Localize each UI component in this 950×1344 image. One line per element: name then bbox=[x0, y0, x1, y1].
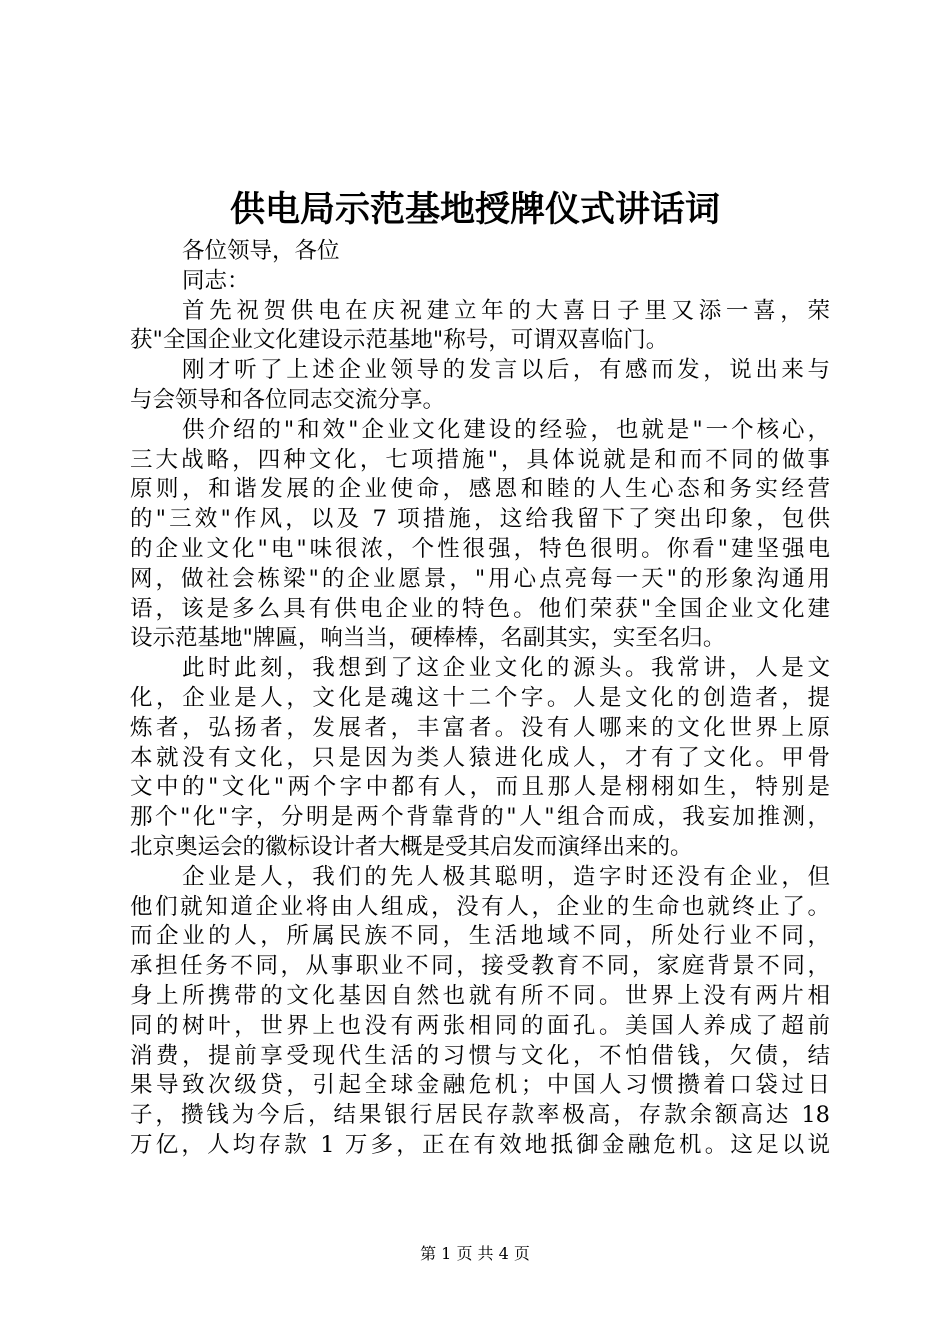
document-body bbox=[130, 237, 830, 1161]
text-line: 那个"化"字，分明是两个背靠背的"人"组合而成，我妄加推测， bbox=[130, 804, 830, 831]
paragraph bbox=[130, 416, 830, 654]
text-line: 消费，提前享受现代生活的习惯与文化，不怕借钱，欠债，结 bbox=[130, 1042, 830, 1069]
text-line: 承担任务不同，从事职业不同，接受教育不同，家庭背景不同， bbox=[130, 953, 830, 980]
paragraph bbox=[130, 863, 830, 1161]
text-line: 炼者，弘扬者，发展者，丰富者。没有人哪来的文化世界上原 bbox=[130, 714, 830, 741]
text-line: 刚才听了上述企业领导的发言以后，有感而发，说出来与 bbox=[182, 357, 830, 384]
text-line: 原则，和谐发展的企业使命，感恩和睦的人生心态和务实经营 bbox=[130, 476, 830, 503]
text-line: 子，攒钱为今后，结果银行居民存款率极高，存款余额高达 18 bbox=[130, 1102, 830, 1129]
text-line: 万亿，人均存款 1 万多，正在有效地抵御金融危机。这足以说 bbox=[130, 1131, 830, 1158]
text-line: 他们就知道企业将由人组成，没有人，企业的生命也就终止了。 bbox=[130, 893, 830, 920]
text-line: 语，该是多么具有供电企业的特色。他们荣获"全国企业文化建 bbox=[130, 595, 830, 622]
text-line: 的企业文化"电"味很浓，个性很强，特色很明。你看"建坚强电 bbox=[130, 535, 830, 562]
text-line: 本就没有文化，只是因为类人猿进化成人，才有了文化。甲骨 bbox=[130, 744, 830, 771]
text-line: 网，做社会栋梁"的企业愿景，"用心点亮每一天"的形象沟通用 bbox=[130, 565, 830, 592]
text-line: 北京奥运会的徽标设计者大概是受其启发而演绎出来的。 bbox=[130, 833, 693, 860]
text-line: 此时此刻，我想到了这企业文化的源头。我常讲，人是文 bbox=[182, 655, 830, 682]
text-line: 与会领导和各位同志交流分享。 bbox=[130, 386, 446, 413]
text-line: 化，企业是人，文化是魂这十二个字。人是文化的创造者，提 bbox=[130, 684, 830, 711]
paragraph bbox=[130, 356, 830, 416]
paragraph bbox=[130, 654, 830, 863]
page-number-footer: 第 1 页 共 4 页 bbox=[420, 1244, 530, 1263]
text-line: 同的树叶，世界上也没有两张相同的面孔。美国人养成了超前 bbox=[130, 1012, 830, 1039]
paragraph bbox=[130, 297, 830, 357]
text-line: 设示范基地"牌匾，响当当，硬棒棒，名副其实，实至名归。 bbox=[130, 625, 726, 652]
text-line: 供介绍的"和效"企业文化建设的经验，也就是"一个核心， bbox=[182, 416, 830, 443]
text-line: 企业是人，我们的先人极其聪明，造字时还没有企业，但 bbox=[182, 863, 830, 890]
text-line: 果导致次级贷，引起全球金融危机；中国人习惯攒着口袋过日 bbox=[130, 1072, 830, 1099]
greeting-line: 各位领导，各位 bbox=[182, 238, 340, 264]
text-line: 而企业的人，所属民族不同，生活地域不同，所处行业不同， bbox=[130, 923, 830, 950]
text-line: 获"全国企业文化建设示范基地"称号，可谓双喜临门。 bbox=[130, 327, 669, 354]
text-line: 首先祝贺供电在庆祝建立年的大喜日子里又添一喜，荣 bbox=[182, 297, 830, 324]
document-title: 供电局示范基地授牌仪式讲话词 bbox=[229, 189, 720, 230]
text-line: 三大战略，四种文化，七项措施"，具体说就是和而不同的做事 bbox=[130, 446, 830, 473]
greeting-line: 同志： bbox=[182, 267, 250, 294]
text-line: 文中的"文化"两个字中都有人，而且那人是栩栩如生，特别是 bbox=[130, 774, 830, 801]
text-line: 的"三效"作风，以及 7 项措施，这给我留下了突出印象，包供 bbox=[130, 506, 830, 533]
text-line: 身上所携带的文化基因自然也就有所不同。世界上没有两片相 bbox=[130, 982, 830, 1009]
